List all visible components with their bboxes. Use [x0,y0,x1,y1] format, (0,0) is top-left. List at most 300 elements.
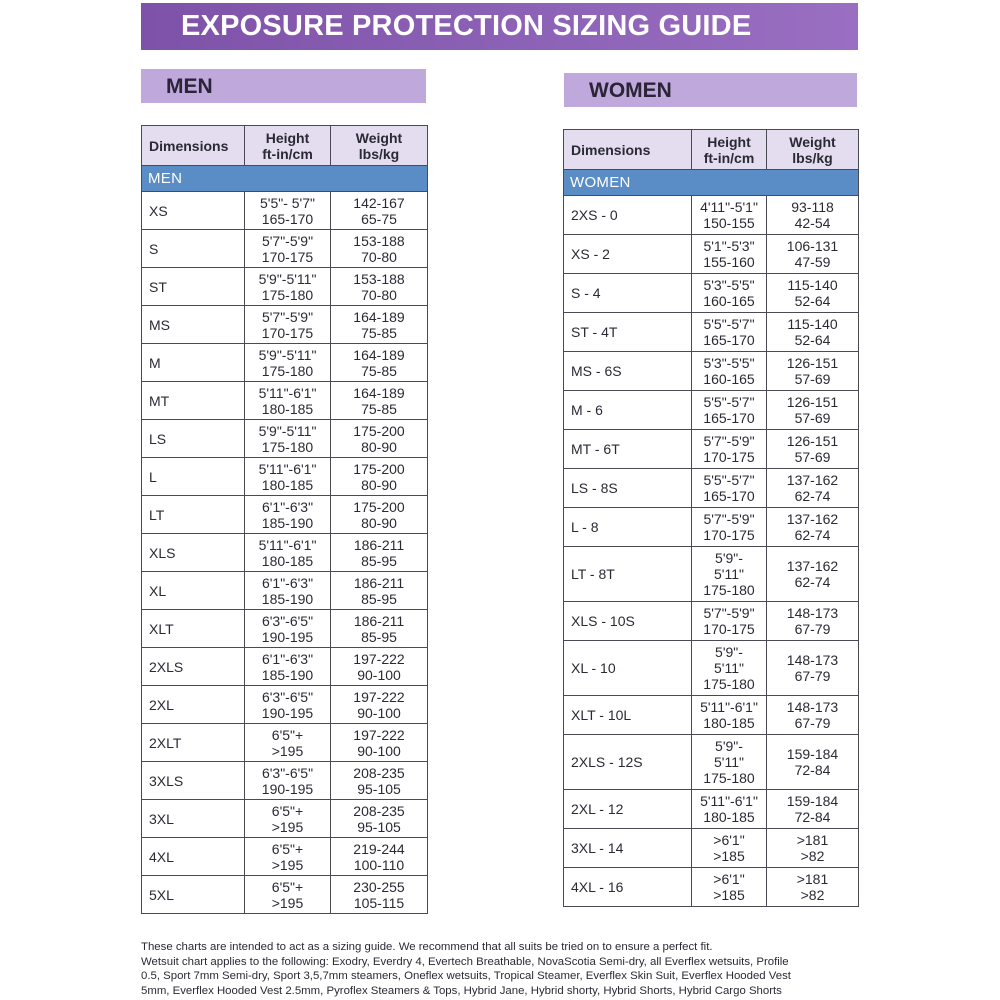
weight-cell [767,641,859,696]
height-value-line: >6'1" [713,832,745,848]
size-cell: XLS - 10S [564,602,692,641]
size-cell: MS - 6S [564,352,692,391]
height-value-line: 5'7"-5'9" [703,605,755,621]
size-cell: XL - 10 [564,641,692,696]
size-cell: 2XLS - 12S [564,735,692,790]
height-value-line: 175-180 [261,362,314,379]
height-value-line: 180-185 [703,715,755,731]
weight-value-line: 75-85 [361,362,397,379]
size-cell: 3XLS [142,762,245,800]
size-cell: ST - 4T [564,313,692,352]
size-cell: MS [142,306,245,344]
weight-value-line: 95-105 [357,818,401,835]
weight-cell [331,648,428,686]
height-value-line: 165-170 [261,210,314,227]
size-cell: ST [142,268,245,306]
weight-value-line: 219-244 [353,840,405,857]
height-value-line: 150-155 [703,215,755,231]
height-value-line: 175-180 [703,582,755,598]
height-value-line: 185-190 [261,590,314,607]
height-cell [245,496,331,534]
height-value-line: 5'9"-5'11" [258,346,317,363]
height-cell [245,686,331,724]
weight-value-line: 153-188 [353,232,405,249]
weight-value-line: 164-189 [353,346,405,363]
height-cell [692,547,767,602]
size-cell: 2XL [142,686,245,724]
size-cell: 2XLT [142,724,245,762]
height-value-line: 165-170 [703,410,755,426]
weight-value-line: 67-79 [794,621,831,637]
weight-cell [331,192,428,230]
weight-value-line: 148-173 [786,652,839,668]
height-value-line: 5'7"-5'9" [703,511,755,527]
table-header-row [142,126,428,166]
size-cell: MT [142,382,245,420]
size-cell: 3XL [142,800,245,838]
height-value-line: 5'9"-5'11" [258,270,317,287]
height-value-line: 5'7"-5'9" [703,433,755,449]
weight-value-line: 148-173 [786,605,839,621]
weight-value-line: 95-105 [357,780,401,797]
weight-cell [767,829,859,868]
table-row [564,313,859,352]
height-header-unit: ft-in/cm [262,145,313,162]
men-section-header: MEN [141,69,426,103]
weight-value-line: 57-69 [794,449,831,465]
weight-value-line: 65-75 [361,210,397,227]
weight-value-line: 197-222 [353,726,405,743]
weight-value-line: 80-90 [361,514,397,531]
size-cell: XLT - 10L [564,696,692,735]
height-cell [692,790,767,829]
group-label: MEN [142,166,428,192]
table-row [564,696,859,735]
weight-value-line: 85-95 [361,590,397,607]
table-row [142,230,428,268]
height-value-line: 5'11"-6'1" [700,793,758,809]
page-title: EXPOSURE PROTECTION SIZING GUIDE [141,3,858,50]
size-cell: 2XL - 12 [564,790,692,829]
table-row [564,469,859,508]
weight-value-line: 80-90 [361,476,397,493]
height-value-line: 180-185 [261,552,314,569]
height-header [245,126,331,166]
height-value-line: 170-175 [703,621,755,637]
weight-cell [331,496,428,534]
height-cell [692,868,767,907]
height-value-line: 190-195 [261,704,314,721]
height-cell [692,602,767,641]
height-value-line: >195 [271,818,304,835]
weight-value-line: 62-74 [794,527,831,543]
height-cell [245,724,331,762]
height-value-line: 185-190 [261,666,314,683]
weight-header-title: Weight [355,129,403,146]
size-cell: LS - 8S [564,469,692,508]
height-value-line: 5'9"-5'11" [258,422,317,439]
height-value-line: 5'5"-5'7" [703,316,755,332]
weight-value-line: 197-222 [353,650,405,667]
size-cell: XLS [142,534,245,572]
height-value-line: 5'11"-6'1" [258,536,317,553]
height-value-line: 6'1"-6'3" [261,574,314,591]
weight-value-line: 70-80 [361,286,397,303]
height-value-line: >195 [271,856,304,873]
weight-cell [331,306,428,344]
weight-value-line: 72-84 [794,809,831,825]
size-cell: 2XS - 0 [564,196,692,235]
height-cell [245,610,331,648]
height-cell [245,420,331,458]
weight-cell [331,610,428,648]
height-value-line: 185-190 [261,514,314,531]
height-value-line: 6'5"+ [271,802,304,819]
height-value-line: >6'1" [713,871,745,887]
height-cell [692,196,767,235]
weight-cell [331,534,428,572]
table-row [142,572,428,610]
height-value-line: 175-180 [261,286,314,303]
footnote-line: 0.5, Sport 7mm Semi-dry, Sport 3,5,7mm steamers, Oneflex wetsuits, Tropical Steamer, Everflex Skin Suit, Everflex Hooded Vest [141,970,791,982]
height-cell [692,430,767,469]
weight-cell [331,572,428,610]
weight-value-line: 197-222 [353,688,405,705]
height-value-line: 5'11"-6'1" [258,384,317,401]
table-row [142,800,428,838]
height-cell [245,306,331,344]
table-row [564,602,859,641]
weight-value-line: 137-162 [786,558,839,574]
table-row [564,430,859,469]
size-cell: LT - 8T [564,547,692,602]
weight-cell [767,469,859,508]
height-header-unit: ft-in/cm [703,149,755,166]
height-value-line: 170-175 [261,324,314,341]
size-cell: XLT [142,610,245,648]
table-row [564,735,859,790]
weight-value-line: 208-235 [353,764,405,781]
size-cell: LS [142,420,245,458]
height-cell [692,391,767,430]
weight-value-line: 75-85 [361,400,397,417]
women-section-header: WOMEN [564,73,857,107]
weight-value-line: 62-74 [794,488,831,504]
weight-value-line: 70-80 [361,248,397,265]
weight-cell [767,391,859,430]
weight-value-line: 106-131 [786,238,839,254]
weight-cell [767,735,859,790]
weight-value-line: 126-151 [786,355,839,371]
weight-cell [331,458,428,496]
weight-value-line: >181 [796,871,829,887]
table-row [142,876,428,914]
height-value-line: 170-175 [703,449,755,465]
height-value-line: 175-180 [703,770,755,786]
height-value-line: 5'3"-5'5" [703,277,755,293]
height-value-line: 5'11"-6'1" [700,699,758,715]
size-cell: XL [142,572,245,610]
weight-value-line: 230-255 [353,878,405,895]
size-cell: XS - 2 [564,235,692,274]
height-value-line: 170-175 [703,527,755,543]
dimensions-header: Dimensions [142,126,245,166]
height-cell [245,762,331,800]
height-cell [245,268,331,306]
weight-value-line: 90-100 [357,704,401,721]
dimensions-header: Dimensions [564,130,692,170]
size-cell: MT - 6T [564,430,692,469]
weight-value-line: 47-59 [794,254,831,270]
height-value-line: 165-170 [703,488,755,504]
height-value-line: 5'9"- [715,738,743,754]
weight-cell [767,547,859,602]
table-row [564,196,859,235]
weight-cell [767,274,859,313]
height-value-line: 175-180 [703,676,755,692]
size-cell: 4XL - 16 [564,868,692,907]
table-row [142,344,428,382]
size-cell: 4XL [142,838,245,876]
weight-cell [767,868,859,907]
weight-cell [331,876,428,914]
weight-value-line: 186-211 [353,612,405,629]
weight-value-line: 175-200 [353,498,405,515]
height-value-line: 5'11" [714,566,744,582]
table-row [564,868,859,907]
weight-header [331,126,428,166]
height-value-line: 4'11"-5'1" [700,199,758,215]
height-value-line: 6'5"+ [271,840,304,857]
weight-header-unit: lbs/kg [792,149,833,166]
weight-cell [331,230,428,268]
weight-value-line: 137-162 [786,511,839,527]
height-cell [692,641,767,696]
weight-value-line: 62-74 [794,574,831,590]
height-value-line: 5'5"-5'7" [703,472,755,488]
weight-cell [331,420,428,458]
height-value-line: 5'7"-5'9" [261,308,314,325]
height-value-line: >195 [271,742,304,759]
table-row [564,790,859,829]
height-value-line: >195 [271,894,304,911]
weight-value-line: 115-140 [787,316,838,332]
footnote-line: 5mm, Everflex Hooded Vest 2.5mm, Pyroflex Steamers & Tops, Hybrid Jane, Hybrid shorty, Hybrid Shorts, Hybrid Cargo Shorts [141,984,782,997]
size-cell: 5XL [142,876,245,914]
height-value-line: 155-160 [703,254,755,270]
height-value-line: 5'9"- [715,644,743,660]
weight-value-line: 42-54 [794,215,831,231]
height-value-line: 6'3"-6'5" [261,688,314,705]
weight-cell [331,762,428,800]
size-cell: 3XL - 14 [564,829,692,868]
weight-cell [331,724,428,762]
height-cell [245,838,331,876]
height-cell [245,534,331,572]
weight-value-line: 159-184 [786,793,839,809]
weight-value-line: 208-235 [353,802,405,819]
women-size-table [563,129,859,907]
height-value-line: 5'7"-5'9" [261,232,314,249]
weight-cell [767,696,859,735]
height-value-line: 5'11"-6'1" [258,460,317,477]
size-cell: 2XLS [142,648,245,686]
height-cell [692,735,767,790]
table-row [564,235,859,274]
table-row [142,382,428,420]
height-value-line: 5'9"- [715,550,743,566]
group-row-women [564,170,859,196]
table-row [142,686,428,724]
height-cell [692,274,767,313]
height-value-line: 6'3"-6'5" [261,612,314,629]
table-row [142,762,428,800]
table-row [564,547,859,602]
weight-value-line: 126-151 [786,394,839,410]
weight-value-line: >82 [800,848,825,864]
height-header-title: Height [265,129,310,146]
height-value-line: 180-185 [261,400,314,417]
table-header-row [564,130,859,170]
weight-value-line: 75-85 [361,324,397,341]
height-cell [245,648,331,686]
table-row [564,829,859,868]
height-value-line: >185 [713,887,745,903]
footnote [141,940,866,998]
height-value-line: 190-195 [261,780,314,797]
men-size-table [141,125,428,914]
height-value-line: 5'5"-5'7" [703,394,755,410]
weight-value-line: 164-189 [353,384,405,401]
height-cell [692,829,767,868]
height-value-line: 5'5"- 5'7" [260,194,315,211]
height-value-line: 175-180 [261,438,314,455]
height-cell [692,235,767,274]
height-cell [245,800,331,838]
weight-value-line: 85-95 [361,552,397,569]
size-cell: S - 4 [564,274,692,313]
height-value-line: 5'1"-5'3" [703,238,755,254]
weight-value-line: 93-118 [791,199,834,215]
height-value-line: 6'3"-6'5" [261,764,314,781]
table-row [142,420,428,458]
height-value-line: 5'11" [714,754,744,770]
table-row [142,534,428,572]
weight-cell [767,196,859,235]
height-cell [245,876,331,914]
weight-cell [331,838,428,876]
table-row [564,352,859,391]
height-value-line: >185 [713,848,745,864]
weight-value-line: 80-90 [361,438,397,455]
weight-value-line: 126-151 [786,433,839,449]
height-cell [692,469,767,508]
height-value-line: 6'1"-6'3" [261,650,314,667]
weight-value-line: 148-173 [786,699,839,715]
weight-value-line: 52-64 [794,293,831,309]
group-label: WOMEN [564,170,859,196]
table-row [142,306,428,344]
footnote-line: Wetsuit chart applies to the following: Exodry, Everdry 4, Evertech Breathable, NovaScotia Semi-dry, all Everflex wetsuits, Profile [141,955,789,968]
height-cell [692,352,767,391]
weight-value-line: 186-211 [353,574,405,591]
weight-value-line: >82 [800,887,825,903]
height-value-line: 180-185 [703,809,755,825]
weight-cell [767,508,859,547]
size-cell: XS [142,192,245,230]
height-cell [692,313,767,352]
height-cell [692,696,767,735]
table-row [142,724,428,762]
weight-value-line: 57-69 [794,371,831,387]
height-cell [245,344,331,382]
weight-value-line: 100-110 [353,856,405,873]
weight-value-line: 115-140 [787,277,838,293]
height-cell [245,382,331,420]
weight-cell [331,686,428,724]
weight-cell [767,602,859,641]
weight-value-line: 85-95 [361,628,397,645]
table-row [142,610,428,648]
height-value-line: 160-165 [703,293,755,309]
weight-cell [767,430,859,469]
height-value-line: 5'3"-5'5" [703,355,755,371]
table-row [142,838,428,876]
height-value-line: 6'1"-6'3" [261,498,314,515]
table-row [564,508,859,547]
weight-cell [331,382,428,420]
height-value-line: 190-195 [261,628,314,645]
height-value-line: 160-165 [703,371,755,387]
weight-value-line: 67-79 [794,668,831,684]
weight-value-line: 142-167 [353,194,405,211]
height-cell [245,230,331,268]
weight-cell [767,313,859,352]
weight-cell [331,268,428,306]
height-cell [245,192,331,230]
weight-value-line: 153-188 [353,270,405,287]
weight-value-line: 175-200 [353,422,405,439]
weight-value-line: 105-115 [353,894,405,911]
table-row [142,458,428,496]
height-value-line: 180-185 [261,476,314,493]
size-cell: S [142,230,245,268]
weight-value-line: 186-211 [353,536,405,553]
height-value-line: 170-175 [261,248,314,265]
height-cell [692,508,767,547]
table-row [142,268,428,306]
weight-value-line: 52-64 [794,332,831,348]
weight-cell [767,352,859,391]
height-header-title: Height [707,133,751,150]
size-cell: M [142,344,245,382]
table-row [564,641,859,696]
table-row [142,192,428,230]
weight-value-line: 159-184 [786,746,839,762]
table-row [142,648,428,686]
weight-value-line: 90-100 [357,742,401,759]
weight-value-line: 57-69 [794,410,831,426]
weight-header-unit: lbs/kg [358,145,400,162]
height-value-line: 6'5"+ [271,878,304,895]
height-value-line: 5'11" [714,660,744,676]
weight-value-line: 67-79 [794,715,831,731]
weight-header [767,130,859,170]
size-cell: L - 8 [564,508,692,547]
height-value-line: 6'5"+ [271,726,304,743]
weight-value-line: 137-162 [786,472,839,488]
table-row [142,496,428,534]
